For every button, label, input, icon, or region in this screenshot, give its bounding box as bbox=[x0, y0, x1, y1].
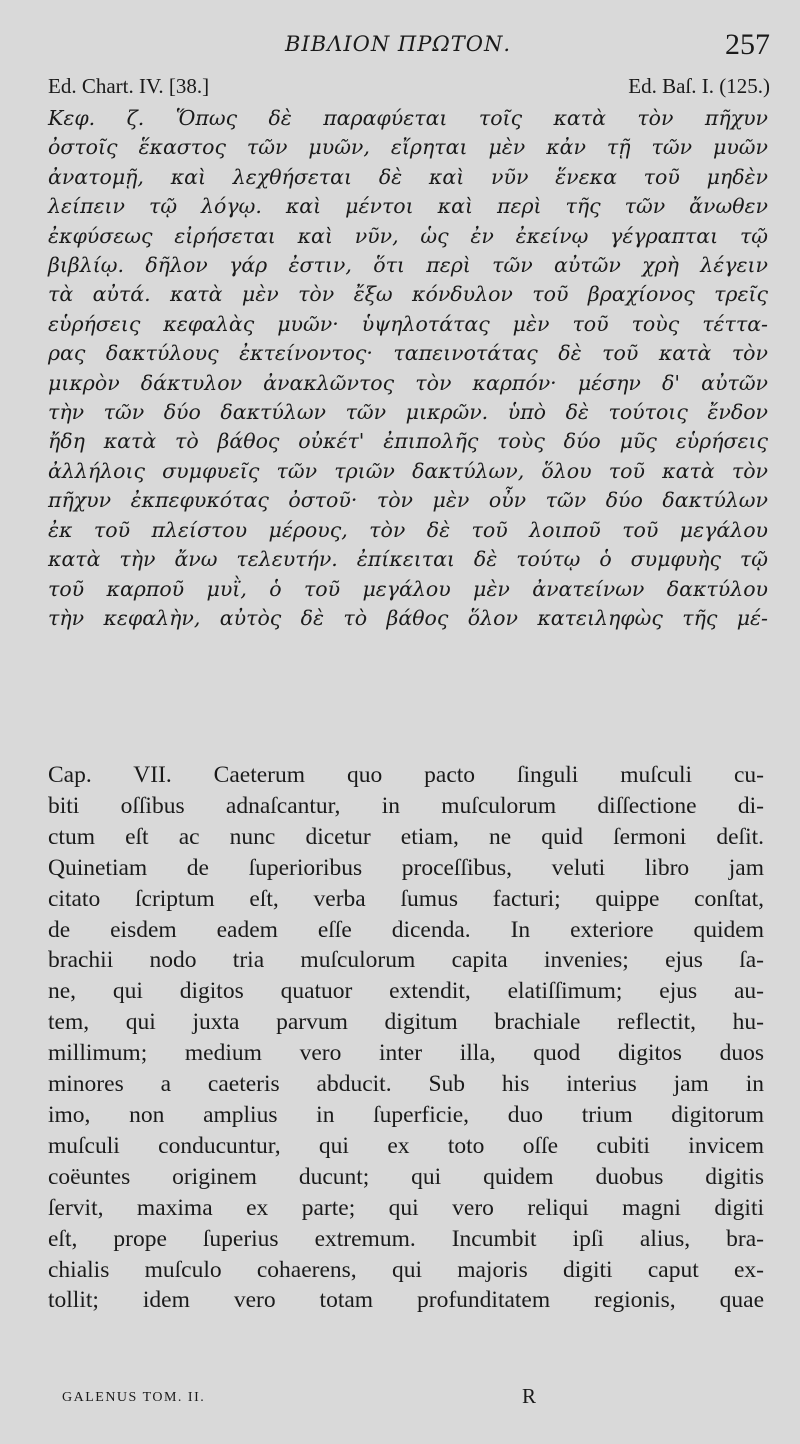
greek-text-line: ἤδη κατὰ τὸ βάθος οὐκέτ' ἐπιπολῆς τοὺς δύο μῦς εὑρήσεις bbox=[48, 429, 768, 454]
latin-text-line: tem, qui juxta parvum digitum brachiale reflectit, hu- bbox=[48, 1009, 764, 1036]
greek-text-line: Κεφ. ζ. Ὅπως δὲ παραφύεται τοῖς κατὰ τὸν πῆχυν bbox=[48, 106, 768, 130]
latin-text-line: brachii nodo tria muſculorum capita invenies; ejus ſa- bbox=[48, 947, 764, 974]
latin-text-line: minores a caeteris abducit. Sub his interius jam in bbox=[48, 1071, 764, 1098]
latin-text-line: coëuntes originem ducunt; qui quidem duobus digitis bbox=[48, 1163, 764, 1190]
running-head bbox=[0, 28, 800, 62]
volume-signature: GALENUS TOM. II. bbox=[62, 1390, 206, 1405]
latin-text-line: ne, qui digitos quatuor extendit, elatiſſimum; ejus au- bbox=[48, 978, 764, 1005]
latin-text-line: ſervit, maxima ex parte; qui vero reliqui magni digiti bbox=[48, 1194, 764, 1221]
latin-text-line: muſculi conducuntur, qui ex toto oſſe cubiti invicem bbox=[48, 1132, 764, 1159]
greek-text-line: ἐκ τοῦ πλείστου μέρους, τὸν δὲ τοῦ λοιποῦ τοῦ μεγάλου bbox=[48, 517, 768, 542]
latin-text-line: imo, non amplius in ſuperficie, duo trium digitorum bbox=[48, 1101, 764, 1128]
latin-text-line: tollit; idem vero totam profunditatem regionis, quae bbox=[48, 1287, 764, 1314]
latin-text-line: Quinetiam de ſuperioribus proceſſibus, veluti libro jam bbox=[48, 854, 764, 881]
greek-text-line: τοῦ καρποῦ μυῒ, ὁ τοῦ μεγάλου μὲν ἀνατείνων δακτύλου bbox=[48, 576, 768, 601]
page-footer bbox=[62, 1384, 762, 1414]
page-number: 257 bbox=[725, 28, 770, 61]
latin-text-line: chialis muſculo cohaerens, qui majoris digiti caput ex- bbox=[48, 1256, 764, 1283]
greek-text-line: πῆχυν ἐκπεφυκότας ὀστοῦ· τὸν μὲν οὖν τῶν δύο δακτύλων bbox=[48, 488, 768, 513]
greek-text-line: λείπειν τῷ λόγῳ. καὶ μέντοι καὶ περὶ τῆς τῶν ἄνωθεν bbox=[48, 194, 768, 219]
edition-reference-line bbox=[48, 74, 770, 102]
latin-text-block bbox=[48, 760, 764, 1316]
running-title: ΒΙΒΛΙΟΝ ΠΡΩΤΟΝ. bbox=[285, 32, 512, 56]
greek-text-line: τὰ αὐτά. κατὰ μὲν τὸν ἔξω κόνδυλον τοῦ βραχίονος τρεῖς bbox=[48, 282, 768, 307]
edition-chart-reference: Ed. Chart. IV. [38.] bbox=[48, 74, 210, 98]
latin-text-line: eſt, prope ſuperius extremum. Incumbit ipſi alius, bra- bbox=[48, 1225, 764, 1252]
latin-text-line: citato ſcriptum eſt, verba ſumus facturi; quippe conſtat, bbox=[48, 885, 764, 912]
greek-text-line: ρας δακτύλους ἐκτείνοντος· ταπεινοτάτας δὲ τοῦ κατὰ τὸν bbox=[48, 341, 768, 366]
greek-text-line: βιβλίῳ. δῆλον γάρ ἐστιν, ὅτι περὶ τῶν αὐτῶν χρὴ λέγειν bbox=[48, 253, 768, 278]
latin-text-line: millimum; medium vero inter illa, quod digitos duos bbox=[48, 1040, 764, 1067]
greek-text-line: κατὰ τὴν ἄνω τελευτήν. ἐπίκειται δὲ τούτῳ ὁ συμφυὴς τῷ bbox=[48, 547, 768, 572]
gathering-signature: R bbox=[522, 1384, 537, 1408]
greek-text-line: μικρὸν δάκτυλον ἀνακλῶντος τὸν καρπόν· μέσην δ' αὐτῶν bbox=[48, 370, 768, 395]
greek-text-line: ὀστοῖς ἕκαστος τῶν μυῶν, εἴρηται μὲν κἀν τῇ τῶν μυῶν bbox=[48, 135, 768, 160]
latin-text-line: ctum eſt ac nunc dicetur etiam, ne quid ſermoni deſit. bbox=[48, 823, 764, 850]
latin-text-line: de eisdem eadem eſſe dicenda. In exteriore quidem bbox=[48, 916, 764, 943]
greek-text-line: εὑρήσεις κεφαλὰς μυῶν· ὑψηλοτάτας μὲν τοῦ τοὺς τέττα- bbox=[48, 311, 768, 336]
greek-text-line: τὴν κεφαλὴν, αὐτὸς δὲ τὸ βάθος ὅλον κατειληφὼς τῆς μέ- bbox=[48, 605, 768, 630]
greek-text-line: ἐκφύσεως εἰρήσεται καὶ νῦν, ὡς ἐν ἐκείνῳ γέγραπται τῷ bbox=[48, 223, 768, 248]
greek-text-line: ἀλλήλοις συμφυεῖς τῶν τριῶν δακτύλων, ὅλου τοῦ κατὰ τὸν bbox=[48, 458, 768, 483]
greek-text-line: ἀνατομῇ, καὶ λεχθήσεται δὲ καὶ νῦν ἕνεκα τοῦ μηδὲν bbox=[48, 164, 768, 189]
greek-text-block bbox=[48, 104, 768, 633]
latin-text-line: biti oſſibus adnaſcantur, in muſculorum diſſectione di- bbox=[48, 792, 764, 819]
edition-basel-reference: Ed. Baſ. I. (125.) bbox=[628, 74, 770, 98]
latin-text-line: Cap. VII. Caeterum quo pacto ſinguli muſculi cu- bbox=[48, 762, 764, 788]
greek-text-line: τὴν τῶν δύο δακτύλων τῶν μικρῶν. ὑπὸ δὲ τούτοις ἔνδον bbox=[48, 400, 768, 425]
